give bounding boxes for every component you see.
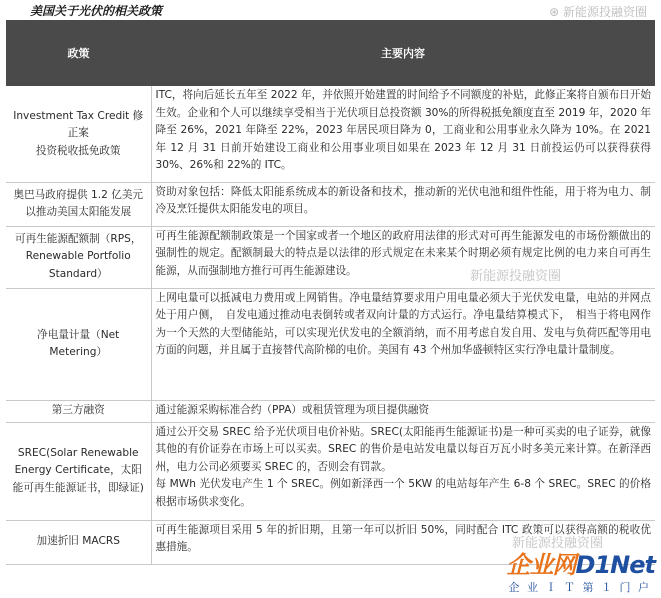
- table-row: [6, 86, 655, 182]
- logo-part-a: 企业网: [506, 551, 576, 579]
- policy-name: 净电量计量（Net Metering）: [6, 288, 151, 400]
- table-header-row: [6, 20, 655, 86]
- header-content: 主要内容: [151, 20, 655, 86]
- table-row: [6, 422, 655, 520]
- document-title: 美国关于光伏的相关政策: [30, 4, 163, 18]
- watermark-bottom: 新能源投融资圈: [512, 536, 604, 551]
- table-row: [6, 400, 655, 422]
- policy-content: 通过公开交易 SREC 给予光伏项目电价补贴。SREC(太阳能再生能源证书)是一种可买卖的电子证券，就像其他的有价证券在市场上可以买卖。SREC 的售价是电站发电量以每百万瓦小时多美元来计算。在新泽西州，电力公司必须要买 SREC 的，否则会有罚款。 每 MWh 光伏发电产生 1 个 SREC。例如新泽西一个 5KW 的电站每年产生 6-8 个 SREC。SREC 的价格根据市场供求变化。: [151, 422, 655, 520]
- policy-name: Investment Tax Credit 修正案 投资税收抵免政策: [6, 86, 151, 182]
- table-row: [6, 182, 655, 226]
- wechat-icon: ⊛: [549, 5, 560, 19]
- policy-content: ITC，将向后延长五年至 2022 年，并依照开始建置的时间给予不同额度的补贴，此修正案将自颁布日开始生效。企业和个人可以继续享受相当于光伏项目总投资额 30%的所得税抵免额度直至 2019 年，2020 年降至 26%，2021 年降至 22%，2023 年居民项目降为 0，工商业和公用事业永久降为 10%。在 2021 年 12 月 31 日前开始建设工商业和公用事业项目如果在 2023 年 12 月 31 日前投运仍可以获得获得 30%、26%和 22%的 ITC。: [151, 86, 655, 182]
- policy-name: 加速折旧 MACRS: [6, 520, 151, 564]
- policy-content: 上网电量可以抵减电力费用或上网销售。净电量结算要求用户用电量必须大于光伏发电量，电站的并网点处于用户侧， 自发电通过推动电表倒转或者双向计量的方式运行。净电量结算模式下， 相当于将电网作为一个天然的大型储能站，可以实现光伏发电的全额消纳，而不用考虑自发自用、发电与负荷匹配等用电方面的问题，并且属于直接替代高阶梯的电价。美国有 43 个州加华盛顿特区实行净电量计量制度。: [151, 288, 655, 400]
- site-logo: [507, 545, 655, 580]
- policy-table: [6, 20, 655, 565]
- header-policy: 政策: [6, 20, 151, 86]
- watermark-top-text: 新能源投融资圈: [562, 5, 647, 19]
- logo-part-b: D1Net: [575, 551, 655, 579]
- site-tagline: 企 业 Ｉ Ｔ 第 １ 门 户: [508, 581, 651, 594]
- policy-content: 可再生能源配额制政策是一个国家或者一个地区的政府用法律的形式对可再生能源发电的市场份额做出的强制性的规定。配额制最大的特点是以法律的形式规定在未来某个时期必须有规定比例的电力来自可再生能源，从而强制地方推行可再生能源建设。: [151, 226, 655, 288]
- policy-name: 第三方融资: [6, 400, 151, 422]
- policy-name: 可再生能源配额制（RPS，Renewable Portfolio Standard）: [6, 226, 151, 288]
- policy-name: 奥巴马政府提供 1.2 亿美元以推动美国太阳能发展: [6, 182, 151, 226]
- policy-content: 通过能源采购标准合约（PPA）或租赁管理为项目提供融资: [151, 400, 655, 422]
- table-row: [6, 288, 655, 400]
- policy-content: 资助对象包括：降低太阳能系统成本的新设备和技术，推动新的光伏电池和组件性能，用于将为电力、制冷及烹饪提供太阳能发电的项目。: [151, 182, 655, 226]
- policy-content: 可再生能源项目采用 5 年的折旧期，且第一年可以折旧 50%，同时配合 ITC 政策可以获得高额的税收优惠措施。: [151, 520, 655, 564]
- watermark-mid: 新能源投融资圈: [470, 269, 562, 284]
- watermark-top: [549, 3, 647, 20]
- policy-name: SREC(Solar Renewable Energy Certificate，太阳能可再生能源证书，即绿证): [6, 422, 151, 520]
